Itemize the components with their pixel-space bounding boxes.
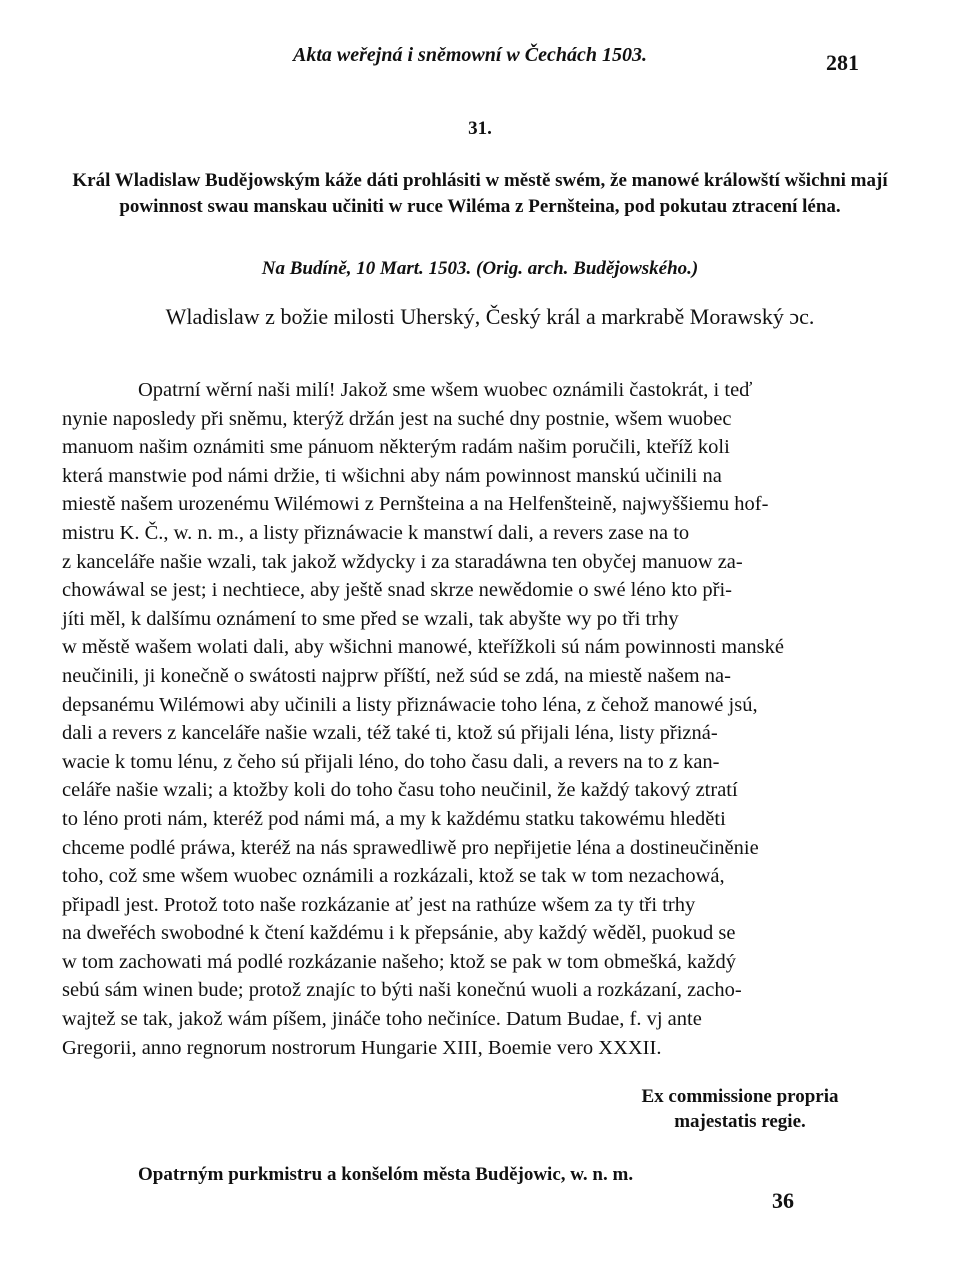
body-line: Gregorii, anno regnorum nostrorum Hungarie XIII, Boemie vero XXXII. [62, 1036, 662, 1059]
body-line: miestě našem urozenému Wilémowi z Pernšteina a na Helfenšteině, najwyššiemu hof- [62, 493, 769, 516]
address-line: Opatrným purkmistru a konšelóm města Budějowic, w. n. m. [138, 1164, 634, 1185]
body-line: nynie naposledy při sněmu, kterýž držán jest na suché dny postnie, wšem wuobec [62, 407, 732, 430]
body-line: neučinili, ji konečně o swátosti najprw příští, než súd se zdá, na miestě našem na- [62, 664, 731, 687]
body-line: celáře našie wzali; a ktožby koli do toho času toho neučinil, že každý takový ztratí [62, 779, 738, 802]
body-line: manuom našim oznámiti sme pánuom některým radám našim poručili, kteříž koli [62, 436, 730, 459]
body-line: z kanceláře našie wzali, tak jakož wždycky i za staradáwna ten obyčej manuow za- [62, 550, 743, 573]
body-line: wacie k tomu lénu, z čeho sú přijali léno, do toho času dali, a revers na to z kan- [62, 750, 720, 773]
page-number: 281 [826, 50, 859, 75]
body-line: toho, což sme wšem wuobec oznámili a rozkázali, ktož se tak w tom nezachowá, [62, 865, 725, 888]
commission-line: majestatis regie. [674, 1111, 806, 1132]
body-line: na dweřéch swobodné k čtení každému i k přepsánie, aby každý wěděl, puokud se [62, 922, 736, 945]
running-head: Akta weřejná i sněmowní w Čechách 1503. [293, 44, 647, 66]
document-summary: Král Wladislaw Budějowským káže dáti prohlásiti w městě swém, že manowé králowští wšichni mají powinnost swau manskau učiniti w ruce Wiléma z Pernšteina, pod pokutau ztracení léna. [72, 170, 888, 217]
salutation: Wladislaw z božie milosti Uherský, Český král a markrabě Morawský ɔc. [165, 304, 815, 329]
dateline: Na Budíně, 10 Mart. 1503. (Orig. arch. Budějowského.) [261, 258, 699, 279]
body-line: w tom zachowati má podlé rozkázanie našeho; ktož se pak w tom obmešká, každý [62, 950, 736, 973]
body-line: sebú sám winen bude; protož znajíc to býti naši konečnú wuoli a rozkázaní, zacho- [62, 979, 742, 1002]
body-line: Opatrní wěrní naši milí! Jakož sme wšem wuobec oznámili častokrát, i teď [138, 379, 753, 401]
body-line: w městě wašem wolati dali, aby wšichni manowé, kteřížkoli sú nám powinnosti manské [62, 636, 784, 659]
body-line: mistru K. Č., w. n. m., a listy přiznáwacie k manstwí dali, a revers zase na to [62, 521, 690, 544]
commission-line: Ex commissione propria [641, 1086, 839, 1107]
letter-body [62, 376, 892, 1062]
document-number: 31. [468, 118, 492, 139]
body-line: připadl jest. Protož toto naše rozkázanie ať jest na rathúze wšem za ty tři trhy [62, 893, 696, 916]
commission-note [580, 1084, 900, 1134]
body-line: wajtež se tak, jakož wám píšem, jináče toho nečiníce. Datum Budae, f. vj ante [62, 1008, 702, 1031]
signature-mark: 36 [772, 1188, 794, 1213]
body-line: chowáwal se jest; i nechtiece, aby ještě snad skrze newědomie o swé léno kto při- [62, 579, 733, 602]
body-line: která manstwie pod námi držie, ti wšichni aby nám powinnost manskú učinili na [62, 464, 722, 487]
body-line: jíti měl, k dalšímu oznámení to sme před se wzali, tak abyšte wy po tři trhy [62, 607, 679, 630]
body-line: dali a revers z kanceláře našie wzali, též také ti, ktož sú přijali léna, listy přizná- [62, 722, 718, 745]
body-line: depsanému Wilémowi aby učinili a listy přiznáwacie toho léna, z čehož manowé jsú, [62, 693, 758, 716]
body-line: to léno proti nám, kteréž pod námi má, a my k každému statku takowému hleděti [62, 807, 726, 830]
body-line: chceme podlé práwa, kteréž na nás sprawedliwě pro nepřijetie léna a dostineučiněnie [62, 836, 759, 859]
